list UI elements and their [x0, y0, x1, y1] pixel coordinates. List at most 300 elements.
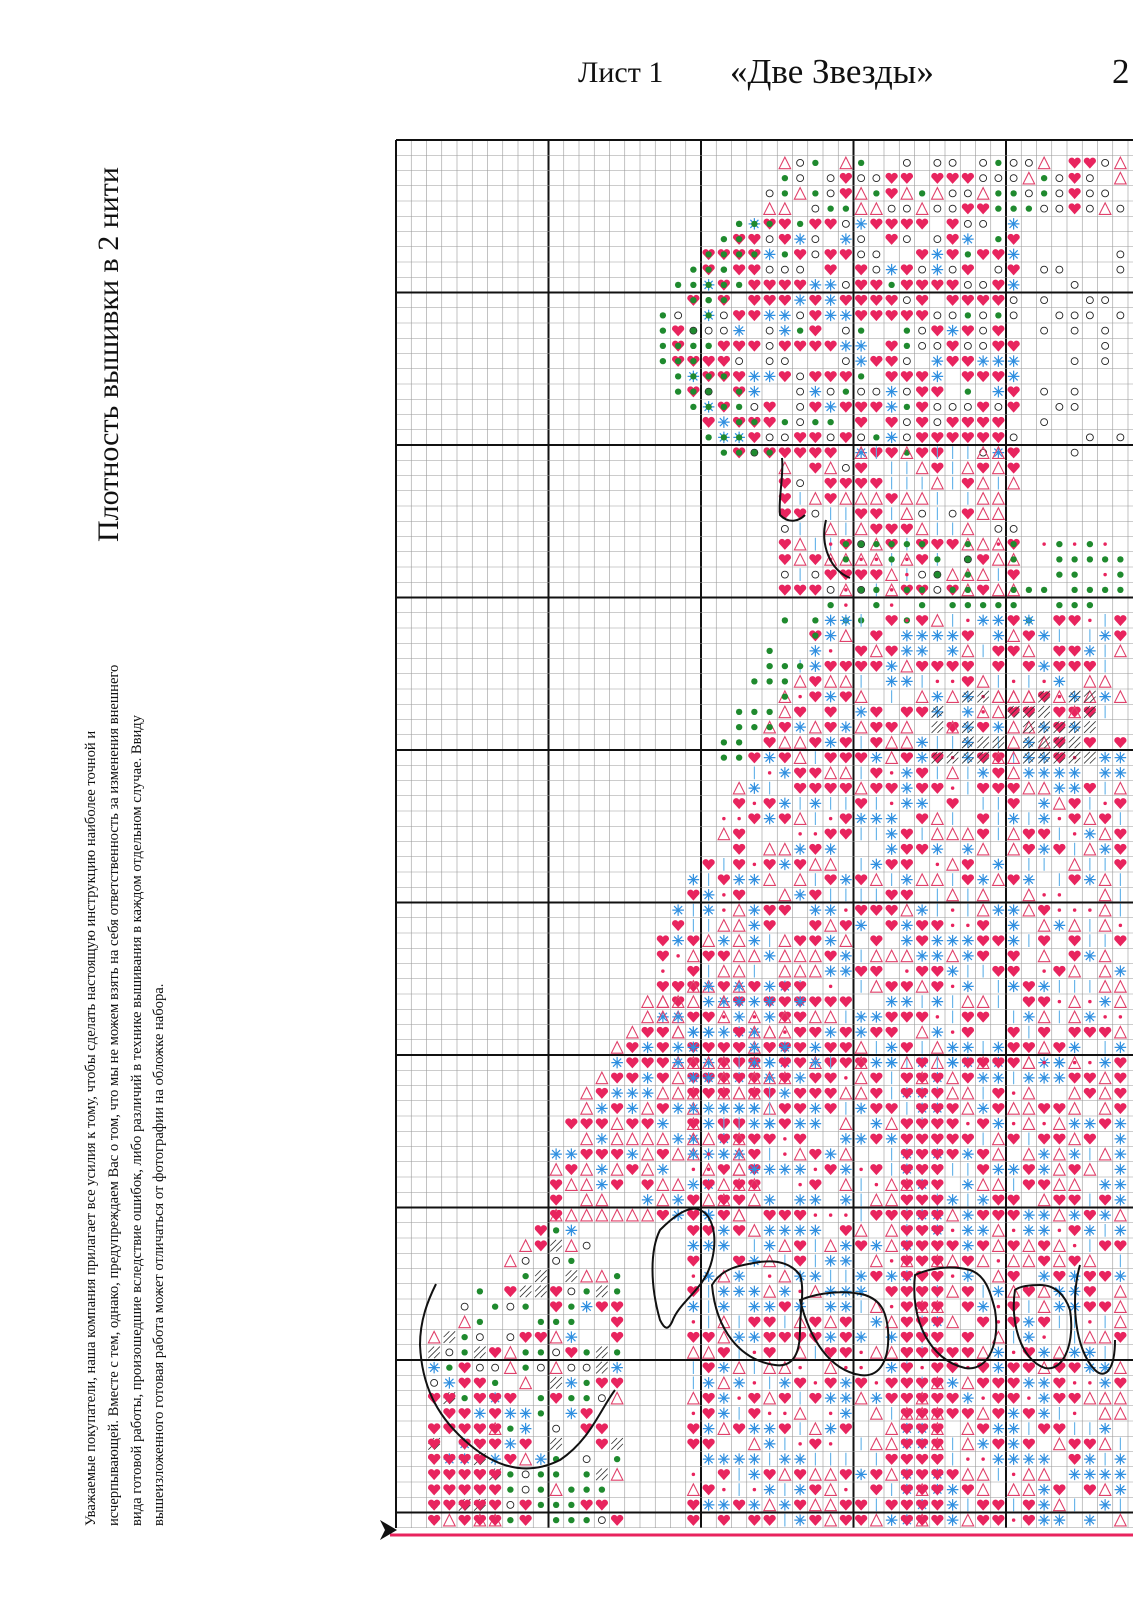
heart-symbol	[901, 1042, 913, 1053]
star-symbol	[779, 767, 791, 779]
circle-symbol	[1041, 388, 1048, 395]
circle-symbol	[995, 525, 1002, 532]
heart-symbol	[870, 966, 882, 977]
green-dot-symbol	[538, 1349, 544, 1355]
star-symbol	[764, 1118, 776, 1130]
heart-symbol	[718, 1088, 730, 1099]
red-dot-symbol	[890, 802, 893, 805]
green-dot-symbol	[782, 419, 788, 425]
green-dot-symbol	[568, 1395, 574, 1401]
heart-symbol	[946, 1118, 958, 1129]
heart-symbol	[657, 1149, 669, 1160]
star-symbol	[825, 294, 837, 306]
heart-symbol	[992, 249, 1004, 260]
heart-symbol	[550, 1301, 562, 1312]
star-symbol	[642, 1194, 654, 1206]
triangle-symbol	[810, 859, 822, 871]
star-symbol	[749, 1057, 761, 1069]
heart-symbol	[885, 890, 897, 901]
heart-symbol	[870, 508, 882, 519]
red-dot-symbol	[1088, 908, 1091, 911]
triangle-symbol	[1023, 172, 1035, 184]
heart-symbol	[931, 432, 943, 443]
circle-symbol	[1056, 312, 1063, 319]
triangle-symbol	[1084, 1164, 1096, 1176]
heart-symbol	[870, 768, 882, 779]
triangle-symbol	[520, 1377, 532, 1389]
star-symbol	[916, 950, 928, 962]
heart-symbol	[885, 310, 897, 321]
heart-symbol	[1023, 1362, 1035, 1373]
circle-symbol	[1117, 266, 1124, 273]
green-dot-symbol	[705, 312, 711, 318]
green-dot-symbol	[934, 556, 940, 562]
star-symbol	[825, 1026, 837, 1038]
star-symbol	[718, 1392, 730, 1404]
triangle-symbol	[642, 1209, 654, 1221]
star-symbol	[764, 996, 776, 1008]
green-dot-symbol	[705, 251, 711, 257]
green-dot-symbol	[614, 1273, 620, 1279]
heart-symbol	[1023, 630, 1035, 641]
heart-symbol	[901, 173, 913, 184]
star-symbol	[703, 889, 715, 901]
heart-symbol	[916, 920, 928, 931]
heart-symbol	[794, 447, 806, 458]
red-dot-symbol	[783, 1412, 786, 1415]
triangle-symbol	[1038, 1011, 1050, 1023]
red-dot-symbol	[722, 1213, 725, 1216]
triangle-symbol	[642, 996, 654, 1008]
heart-symbol	[977, 463, 989, 474]
green-dot-symbol	[477, 1288, 483, 1294]
triangle-symbol	[1115, 996, 1127, 1008]
heart-symbol	[824, 219, 836, 230]
heart-symbol	[855, 905, 867, 916]
circle-symbol	[934, 342, 941, 349]
circle-symbol	[797, 419, 804, 426]
triangle-symbol	[871, 1255, 883, 1267]
green-dot-symbol	[675, 282, 681, 288]
heart-symbol	[824, 874, 836, 885]
heart-symbol	[550, 1210, 562, 1221]
triangle-symbol	[1023, 691, 1035, 703]
star-symbol	[688, 1026, 700, 1038]
star-symbol	[1008, 1453, 1020, 1465]
star-symbol	[1008, 218, 1020, 230]
green-dot-symbol	[797, 327, 803, 333]
heart-symbol	[855, 478, 867, 489]
star-symbol	[1084, 874, 1096, 886]
triangle-symbol	[581, 1209, 593, 1221]
triangle-symbol	[718, 1377, 730, 1389]
heart-symbol	[977, 1423, 989, 1434]
heart-symbol	[809, 325, 821, 336]
triangle-symbol	[779, 737, 791, 749]
heart-symbol	[916, 1164, 928, 1175]
circle-symbol	[507, 1303, 514, 1310]
green-dot-symbol	[843, 205, 849, 211]
star-symbol	[840, 1240, 852, 1252]
star-symbol	[1038, 1148, 1050, 1160]
triangle-symbol	[947, 1316, 959, 1328]
heart-symbol	[992, 1393, 1004, 1404]
green-dot-symbol	[721, 404, 727, 410]
circle-symbol	[1010, 525, 1017, 532]
red-dot-symbol	[707, 1152, 710, 1155]
heart-symbol	[779, 371, 791, 382]
heart-symbol	[779, 554, 791, 565]
star-symbol	[733, 1148, 745, 1160]
heart-symbol	[1068, 1454, 1080, 1465]
star-symbol	[1084, 645, 1096, 657]
heart-symbol	[763, 280, 775, 291]
star-symbol	[1099, 1499, 1111, 1511]
heart-symbol	[809, 691, 821, 702]
green-dot-symbol	[705, 388, 711, 394]
circle-symbol	[553, 1349, 560, 1356]
star-symbol	[1054, 1057, 1066, 1069]
heart-symbol	[840, 371, 852, 382]
heart-symbol	[977, 417, 989, 428]
heart-symbol	[1007, 1042, 1019, 1053]
star-symbol	[1115, 1469, 1127, 1481]
heart-symbol	[901, 707, 913, 718]
triangle-symbol	[947, 1255, 959, 1267]
heart-symbol	[611, 1103, 623, 1114]
heart-symbol	[885, 371, 897, 382]
circle-symbol	[553, 1425, 560, 1432]
heart-symbol	[977, 402, 989, 413]
star-symbol	[1054, 1301, 1066, 1313]
heart-symbol	[779, 1073, 791, 1084]
triangle-symbol	[581, 1164, 593, 1176]
heart-symbol	[916, 844, 928, 855]
triangle-symbol	[1115, 1392, 1127, 1404]
heart-symbol	[657, 1073, 669, 1084]
triangle-symbol	[825, 676, 837, 688]
triangle-symbol	[657, 1087, 669, 1099]
green-dot-symbol	[919, 602, 925, 608]
heart-symbol	[1068, 951, 1080, 962]
star-symbol	[825, 1423, 837, 1435]
heart-symbol	[702, 1362, 714, 1373]
heart-symbol	[962, 1134, 974, 1145]
circle-symbol	[537, 1364, 544, 1371]
heart-symbol	[931, 1179, 943, 1190]
red-dot-symbol	[1058, 893, 1061, 896]
triangle-symbol	[1038, 1042, 1050, 1054]
triangle-symbol	[733, 904, 745, 916]
heart-symbol	[535, 1240, 547, 1251]
star-symbol	[916, 645, 928, 657]
star-symbol	[977, 1194, 989, 1206]
red-dot-symbol	[829, 985, 832, 988]
triangle-symbol	[505, 1255, 517, 1267]
triangle-symbol	[977, 493, 989, 505]
star-symbol	[901, 920, 913, 932]
green-dot-symbol	[522, 1349, 528, 1355]
heart-symbol	[901, 844, 913, 855]
triangle-symbol	[1084, 1392, 1096, 1404]
heart-symbol	[718, 356, 730, 367]
heart-symbol	[885, 295, 897, 306]
heart-symbol	[458, 1378, 470, 1389]
star-symbol	[993, 1423, 1005, 1435]
heart-symbol	[992, 1500, 1004, 1511]
star-symbol	[703, 1057, 715, 1069]
heart-symbol	[977, 371, 989, 382]
red-dot-symbol	[1103, 1015, 1106, 1018]
triangle-symbol	[627, 1133, 639, 1145]
heart-symbol	[1084, 158, 1096, 169]
heart-symbol	[946, 1240, 958, 1251]
heart-symbol	[443, 1469, 455, 1480]
green-dot-symbol	[721, 297, 727, 303]
heart-symbol	[977, 1378, 989, 1389]
heart-symbol	[885, 859, 897, 870]
star-symbol	[886, 843, 898, 855]
heart-symbol	[702, 1484, 714, 1495]
heart-symbol	[870, 1210, 882, 1221]
star-symbol	[977, 1438, 989, 1450]
triangle-symbol	[1054, 1347, 1066, 1359]
star-symbol	[825, 843, 837, 855]
heart-symbol	[794, 1027, 806, 1038]
triangle-symbol	[825, 1499, 837, 1511]
green-dot-symbol	[1041, 587, 1047, 593]
heart-symbol	[916, 1469, 928, 1480]
green-dot-symbol	[690, 358, 696, 364]
heart-symbol	[809, 1179, 821, 1190]
heart-symbol	[962, 478, 974, 489]
heart-symbol	[748, 752, 760, 763]
red-dot-symbol	[692, 1412, 695, 1415]
hatch-symbol	[1023, 721, 1035, 733]
heart-symbol	[916, 813, 928, 824]
red-dot-symbol	[1073, 832, 1076, 835]
circle-symbol	[1071, 281, 1078, 288]
star-symbol	[977, 355, 989, 367]
green-dot-symbol	[782, 190, 788, 196]
triangle-symbol	[1099, 1392, 1111, 1404]
triangle-symbol	[733, 965, 745, 977]
star-symbol	[1038, 1514, 1050, 1526]
heart-symbol	[916, 1134, 928, 1145]
heart-symbol	[962, 371, 974, 382]
heart-symbol	[1023, 981, 1035, 992]
triangle-symbol	[962, 1103, 974, 1115]
heart-symbol	[931, 463, 943, 474]
green-dot-symbol	[1056, 541, 1062, 547]
star-symbol	[703, 996, 715, 1008]
hatch-symbol	[550, 1438, 562, 1450]
heart-symbol	[916, 1195, 928, 1206]
star-symbol	[764, 1194, 776, 1206]
heart-symbol	[1114, 615, 1126, 626]
triangle-symbol	[886, 752, 898, 764]
triangle-symbol	[1099, 889, 1111, 901]
star-symbol	[779, 325, 791, 337]
red-dot-symbol	[844, 908, 847, 911]
red-dot-symbol	[1012, 573, 1015, 576]
star-symbol	[1008, 279, 1020, 291]
heart-symbol	[931, 1362, 943, 1373]
circle-symbol	[766, 358, 773, 365]
star-symbol	[733, 1286, 745, 1298]
heart-symbol	[687, 1088, 699, 1099]
heart-symbol	[824, 264, 836, 275]
triangle-symbol	[459, 1316, 471, 1328]
red-dot-symbol	[890, 771, 893, 774]
heart-symbol	[901, 1179, 913, 1190]
heart-symbol	[748, 264, 760, 275]
heart-symbol	[946, 1408, 958, 1419]
heart-symbol	[1038, 1134, 1050, 1145]
green-dot-symbol	[736, 282, 742, 288]
triangle-symbol	[1038, 920, 1050, 932]
circle-symbol	[919, 510, 926, 517]
red-dot-symbol	[737, 817, 740, 820]
heart-symbol	[1114, 844, 1126, 855]
green-dot-symbol	[888, 556, 894, 562]
heart-symbol	[916, 1484, 928, 1495]
heart-symbol	[824, 996, 836, 1007]
green-dot-symbol	[782, 693, 788, 699]
red-dot-symbol	[951, 786, 954, 789]
heart-symbol	[962, 417, 974, 428]
star-symbol	[1054, 1514, 1066, 1526]
heart-symbol	[809, 996, 821, 1007]
circle-symbol	[797, 373, 804, 380]
star-symbol	[764, 752, 776, 764]
heart-symbol	[885, 219, 897, 230]
heart-symbol	[596, 1088, 608, 1099]
star-symbol	[825, 401, 837, 413]
heart-symbol	[885, 646, 897, 657]
red-dot-symbol	[1012, 1122, 1015, 1125]
circle-symbol	[903, 434, 910, 441]
triangle-symbol	[1038, 1286, 1050, 1298]
triangle-symbol	[657, 1133, 669, 1145]
heart-symbol	[1084, 661, 1096, 672]
heart-symbol	[1084, 737, 1096, 748]
heart-symbol	[748, 280, 760, 291]
heart-symbol	[855, 264, 867, 275]
star-symbol	[1038, 798, 1050, 810]
heart-symbol	[962, 203, 974, 214]
green-dot-symbol	[538, 1502, 544, 1508]
heart-symbol	[962, 874, 974, 885]
heart-symbol	[870, 1469, 882, 1480]
star-symbol	[1069, 1209, 1081, 1221]
circle-symbol	[873, 266, 880, 273]
circle-symbol	[583, 1242, 590, 1249]
green-dot-symbol	[675, 358, 681, 364]
heart-symbol	[885, 1103, 897, 1114]
heart-symbol	[748, 1408, 760, 1419]
triangle-symbol	[703, 1194, 715, 1206]
heart-symbol	[824, 478, 836, 489]
heart-symbol	[870, 905, 882, 916]
heart-symbol	[870, 1073, 882, 1084]
heart-symbol	[885, 1500, 897, 1511]
star-symbol	[672, 1042, 684, 1054]
triangle-symbol	[1099, 1087, 1111, 1099]
star-symbol	[840, 1377, 852, 1389]
hatch-symbol	[520, 1286, 532, 1298]
star-symbol	[764, 1301, 776, 1313]
triangle-symbol	[962, 523, 974, 535]
triangle-symbol	[764, 1026, 776, 1038]
heart-symbol	[855, 463, 867, 474]
triangle-symbol	[855, 203, 867, 215]
heart-symbol	[916, 447, 928, 458]
star-symbol	[1038, 660, 1050, 672]
star-symbol	[886, 401, 898, 413]
heart-symbol	[916, 249, 928, 260]
star-symbol	[1023, 615, 1035, 627]
triangle-symbol	[642, 1103, 654, 1115]
heart-symbol	[611, 1301, 623, 1312]
heart-symbol	[779, 539, 791, 550]
circle-symbol	[797, 312, 804, 319]
hatch-symbol	[444, 1331, 456, 1343]
star-symbol	[1038, 1499, 1050, 1511]
red-dot-symbol	[1042, 1122, 1045, 1125]
red-dot-symbol	[661, 969, 664, 972]
star-symbol	[855, 340, 867, 352]
triangle-symbol	[977, 477, 989, 489]
triangle-symbol	[794, 188, 806, 200]
green-dot-symbol	[492, 1303, 498, 1309]
green-dot-symbol	[568, 1258, 574, 1264]
triangle-symbol	[825, 1011, 837, 1023]
heart-symbol	[977, 203, 989, 214]
green-dot-symbol	[705, 373, 711, 379]
red-dot-symbol	[753, 802, 756, 805]
star-symbol	[1084, 1453, 1096, 1465]
heart-symbol	[855, 280, 867, 291]
triangle-symbol	[993, 508, 1005, 520]
green-dot-symbol	[904, 343, 910, 349]
heart-symbol	[733, 1134, 745, 1145]
star-symbol	[1038, 813, 1050, 825]
heart-symbol	[1007, 1378, 1019, 1389]
heart-symbol	[809, 844, 821, 855]
circle-symbol	[949, 266, 956, 273]
red-dot-symbol	[1012, 1229, 1015, 1232]
star-symbol	[932, 355, 944, 367]
star-symbol	[916, 737, 928, 749]
red-dot-symbol	[1012, 1518, 1015, 1521]
star-symbol	[1084, 1225, 1096, 1237]
green-dot-symbol	[782, 678, 788, 684]
star-symbol	[1099, 1057, 1111, 1069]
star-symbol	[596, 1133, 608, 1145]
circle-symbol	[858, 236, 865, 243]
green-dot-symbol	[522, 1273, 528, 1279]
triangle-symbol	[947, 691, 959, 703]
heart-symbol	[718, 981, 730, 992]
heart-symbol	[702, 951, 714, 962]
star-symbol	[642, 1042, 654, 1054]
heart-symbol	[901, 280, 913, 291]
circle-symbol	[446, 1349, 453, 1356]
star-symbol	[611, 1057, 623, 1069]
heart-symbol	[931, 966, 943, 977]
triangle-symbol	[977, 676, 989, 688]
